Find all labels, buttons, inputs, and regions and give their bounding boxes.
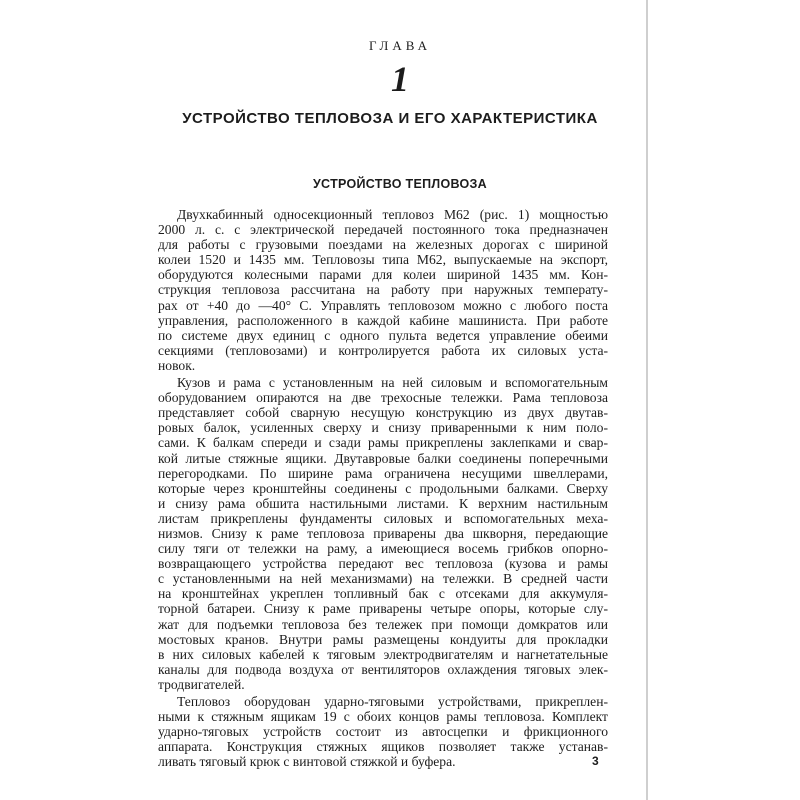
text-line: 2000 л. с. с электрической передачей постоянного тока предназначен	[158, 222, 608, 238]
chapter-number: 1	[391, 59, 409, 99]
body-text	[158, 207, 608, 769]
chapter-label: ГЛАВА	[369, 38, 431, 53]
text-line: перегородками. По ширине рама ограничена несущими швеллерами,	[158, 465, 608, 481]
text-line: по системе двух единиц с одного пульта ведется управление обеими	[158, 327, 608, 343]
text-line: тродвигателей.	[158, 676, 245, 692]
text-line: кой литые стяжные ящики. Двутавровые балки соединены поперечными	[158, 450, 608, 466]
text-line: жат для подъемки тепловоза без тележек при помощи домкратов или	[158, 616, 608, 632]
paragraph	[158, 694, 608, 769]
text-line: сами. К балкам спереди и сзади рамы прикреплены заклепками и свар-	[158, 435, 608, 451]
section-title: УСТРОЙСТВО ТЕПЛОВОЗА	[312, 177, 488, 191]
text-line: мостовых кранов. Внутри рамы размещены кондуиты для прокладки	[158, 631, 608, 647]
page-number: 3	[592, 754, 599, 768]
text-line: оборудуются колесными парами для колеи шириной 1435 мм. Кон-	[158, 267, 608, 283]
text-line: ливать тяговый крюк с винтовой стяжкой и буфера.	[158, 754, 456, 770]
text-line: Кузов и рама с установленным на ней силовым и вспомогательным	[177, 375, 608, 391]
text-line: ными к стяжным ящикам 19 с обоих концов рамы тепловоза. Комплект	[158, 709, 608, 725]
text-line: и снизу рама обшита настильными листами. К верхним настильным	[158, 495, 608, 511]
text-line: которые через кронштейны соединены с продольными балками. Сверху	[158, 480, 608, 496]
text-line: возвращающего устройства передают вес тепловоза (кузова и рамы	[158, 556, 608, 572]
text-line: секциями (тепловозами) и контролируется работа их силовых уста-	[158, 342, 608, 358]
text-line: аппарата. Конструкция стяжных ящиков позволяет также устанав-	[158, 739, 608, 755]
text-line: в них силовых кабелей к тяговым электродвигателям и нагнетательные	[158, 646, 608, 662]
text-line: управления, расположенного в каждой кабине машиниста. При работе	[158, 312, 608, 328]
text-line: рах от +40 до —40° С. Управлять тепловозом можно с любого поста	[158, 297, 608, 313]
text-line: Двухкабинный односекционный тепловоз М62 (рис. 1) мощностью	[177, 207, 608, 222]
text-line: для работы с грузовыми поездами на железных дорогах с шириной	[158, 237, 608, 253]
text-line: силу тяги от тележки на раму, а имеющиеся восемь грибков опорно-	[158, 541, 608, 557]
text-line: на кронштейнах укреплен топливный бак с отсеками для аккумуля-	[158, 586, 608, 602]
text-line: торной батареи. Снизу к раме приварены четыре опоры, которые слу-	[158, 601, 608, 617]
paragraph	[158, 375, 608, 692]
text-line: струкция тепловоза рассчитана на работу при наружных температу-	[158, 282, 608, 298]
text-line: ровых балок, усиленных сверху и снизу приваренными к ним поло-	[158, 420, 608, 436]
text-line: колеи 1520 и 1435 мм. Тепловозы типа М62, выпускаемые на экспорт,	[158, 252, 608, 268]
chapter-title: УСТРОЙСТВО ТЕПЛОВОЗА И ЕГО ХАРАКТЕРИСТИКА	[182, 110, 598, 127]
text-line: каналы для подвода воздуха от вентиляторов охлаждения тяговых элек-	[158, 661, 608, 677]
text-line: низмов. Снизу к раме тепловоза приварены два шкворня, передающие	[158, 525, 608, 541]
text-line: с установленными на ней механизмами) на тележки. В средней части	[158, 571, 608, 587]
text-line: ударно-тяговых устройств состоит из автосцепки и фрикционного	[158, 724, 608, 740]
text-line: представляет собой сварную несущую конструкцию из двух двутав-	[158, 405, 608, 421]
text-line: Тепловоз оборудован ударно-тяговыми устройствами, прикреплен-	[177, 694, 608, 709]
text-line: новок.	[158, 357, 196, 373]
text-line: листам прикреплены фундаменты силовых и вспомогательных меха-	[158, 510, 608, 526]
text-line: оборудованием опираются на две трехосные тележки. Рама тепловоза	[158, 390, 608, 406]
paragraph	[158, 207, 608, 373]
